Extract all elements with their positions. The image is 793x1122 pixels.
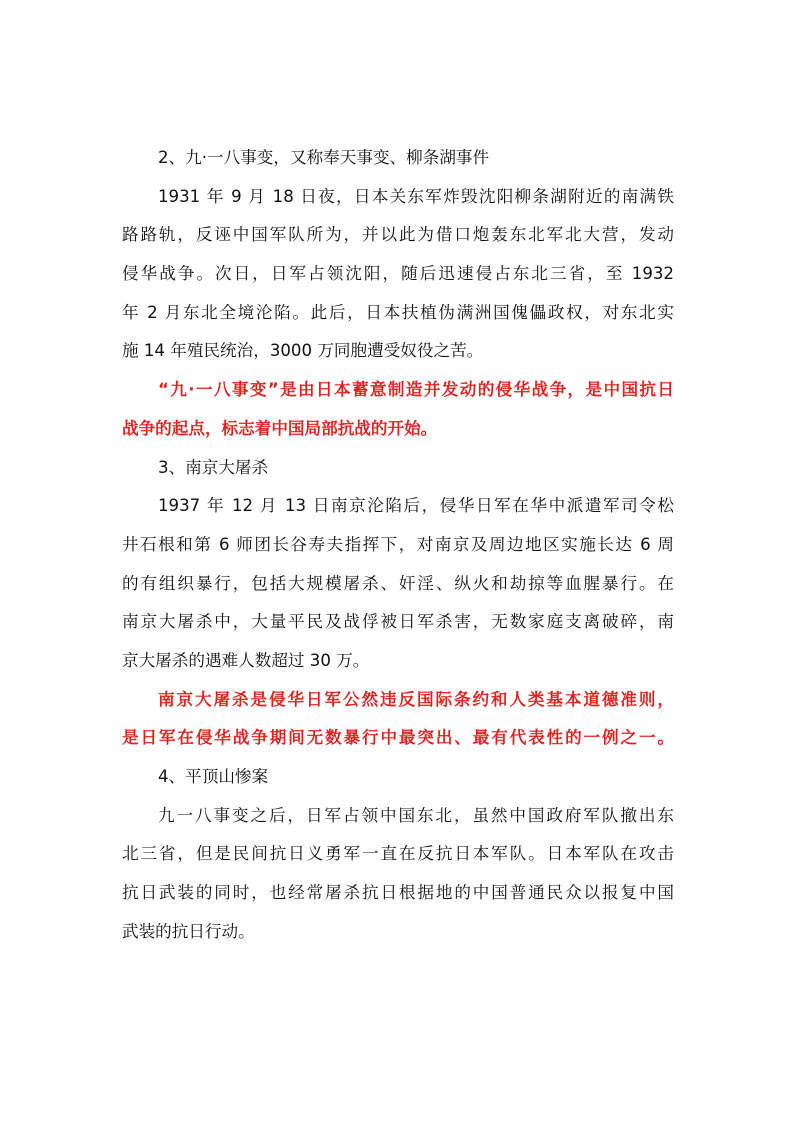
highlight-line: “九·一八事变”是由日本蓄意制造并发动的侵华战争，是中国抗日 (158, 380, 674, 400)
document-content (122, 139, 674, 951)
paragraph-line: 路路轨，反诬中国军队所为，并以此为借口炮轰东北军北大营，发动 (122, 225, 674, 245)
paragraph-line: 九一八事变之后，日军占领中国东北，虽然中国政府军队撤出东 (158, 805, 674, 825)
section-heading-nanjing: 3、南京大屠杀 (158, 457, 269, 477)
paragraph-line: 南京大屠杀中，大量平民及战俘被日军杀害，无数家庭支离破碎，南 (122, 612, 674, 632)
paragraph-line: 北三省，但是民间抗日义勇军一直在反抗日本军队。日本军队在攻击 (122, 844, 674, 864)
paragraph-line: 施 14 年殖民统治，3000 万同胞遭受奴役之苦。 (122, 341, 484, 361)
highlight-line: 南京大屠杀是侵华日军公然违反国际条约和人类基本道德准则， (158, 689, 674, 709)
paragraph-line: 1931 年 9 月 18 日夜，日本关东军炸毁沈阳柳条湖附近的南满铁 (158, 186, 674, 206)
paragraph-line: 井石根和第 6 师团长谷寿夫指挥下，对南京及周边地区实施长达 6 周 (122, 534, 674, 554)
paragraph-line: 1937 年 12 月 13 日南京沦陷后，侵华日军在华中派遣军司令松 (158, 496, 674, 516)
highlight-line: 是日军在侵华战争期间无数暴行中最突出、最有代表性的一例之一。 (122, 728, 674, 748)
paragraph-line: 武装的抗日行动。 (122, 921, 255, 941)
section-heading-911: 2、九·一八事变，又称奉天事变、柳条湖事件 (158, 148, 490, 167)
paragraph-line: 年 2 月东北全境沦陷。此后，日本扶植伪满洲国傀儡政权，对东北实 (122, 302, 674, 322)
highlight-line: 战争的起点，标志着中国局部抗战的开始。 (122, 418, 438, 438)
paragraph-line: 侵华战争。次日，日军占领沈阳，随后迅速侵占东北三省，至 1932 (122, 264, 674, 284)
paragraph-line: 抗日武装的同时，也经常屠杀抗日根据地的中国普通民众以报复中国 (122, 883, 674, 903)
paragraph-line: 的有组织暴行，包括大规模屠杀、奸淫、纵火和劫掠等血腥暴行。在 (122, 573, 674, 593)
section-heading-pingdingshan: 4、平顶山惨案 (158, 767, 269, 786)
paragraph-line: 京大屠杀的遇难人数超过 30 万。 (122, 650, 370, 670)
